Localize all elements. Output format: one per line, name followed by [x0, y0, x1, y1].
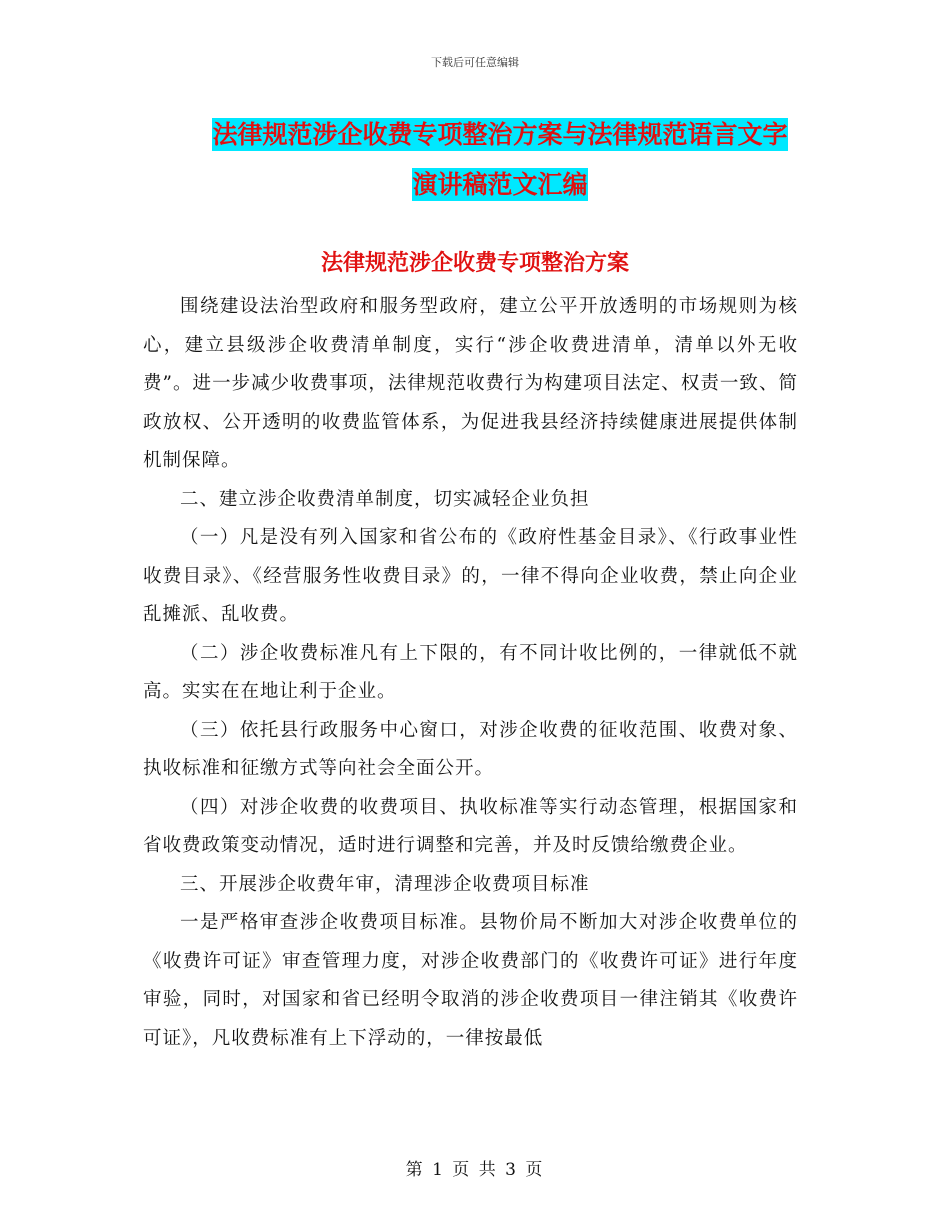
main-title-line-2: 演讲稿范文汇编	[412, 170, 588, 199]
paragraph: 围绕建设法治型政府和服务型政府，建立公平开放透明的市场规则为核心，建立县级涉企收费清单制度，实行“涉企收费进清单，清单以外无收费”。进一步减少收费事项，法律规范收费行为构建项目法定、权责一致、简政放权、公开透明的收费监管体系，为促进我县经济持续健康进展提供体制机制保障。	[143, 296, 798, 471]
main-title-line-1: 法律规范涉企收费专项整治方案与法律规范语言文字	[212, 120, 788, 149]
page-number: 第 1 页 共 3 页	[405, 1160, 545, 1180]
paragraph: 三、开展涉企收费年审，清理涉企收费项目标准	[180, 873, 590, 895]
paragraph: （二）涉企收费标准凡有上下限的，有不同计收比例的，一律就低不就高。实实在在地让利于企业。	[143, 642, 798, 702]
paragraph: 一是严格审查涉企收费项目标准。县物价局不断加大对涉企收费单位的《收费许可证》审查管理力度，对涉企收费部门的《收费许可证》进行年度审验，同时，对国家和省已经明令取消的涉企收费项目一律注销其《收费许可证》，凡收费标准有上下浮动的，一律按最低	[143, 912, 798, 1049]
main-title	[140, 110, 860, 210]
header-note: 下载后可任意编辑	[431, 56, 519, 69]
body-text	[143, 288, 798, 1058]
paragraph: 二、建立涉企收费清单制度，切实减轻企业负担	[180, 488, 590, 510]
paragraph: （一）凡是没有列入国家和省公布的《政府性基金目录》、《行政事业性收费目录》、《经营服务性收费目录》的，一律不得向企业收费，禁止向企业乱摊派、乱收费。	[143, 527, 798, 625]
paragraph: （三）依托县行政服务中心窗口，对涉企收费的征收范围、收费对象、执收标准和征缴方式等向社会全面公开。	[143, 719, 798, 779]
section-title: 法律规范涉企收费专项整治方案	[320, 251, 629, 276]
paragraph: （四）对涉企收费的收费项目、执收标准等实行动态管理，根据国家和省收费政策变动情况，适时进行调整和完善，并及时反馈给缴费企业。	[143, 796, 798, 856]
